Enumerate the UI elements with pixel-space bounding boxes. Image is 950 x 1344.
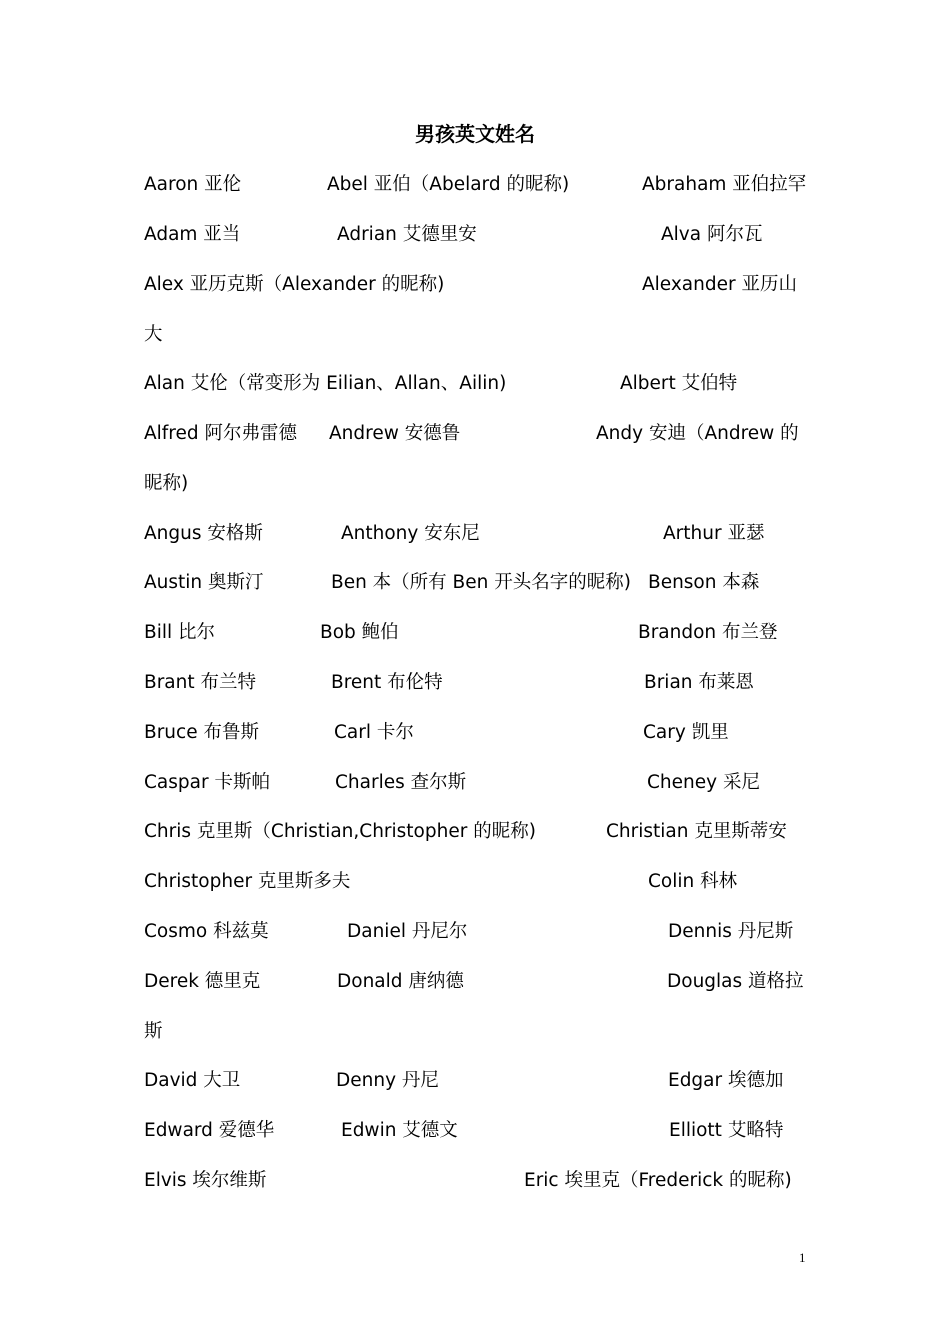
name-entry: Ben 本（所有 Ben 开头名字的昵称) <box>331 572 631 593</box>
name-entry: Christian 克里斯蒂安 <box>606 821 787 842</box>
name-entry: Caspar 卡斯帕 <box>144 772 270 793</box>
name-row <box>0 320 950 350</box>
name-entry: Adam 亚当 <box>144 224 241 245</box>
name-entry: Elvis 埃尔维斯 <box>144 1170 267 1191</box>
name-row <box>0 1066 950 1096</box>
name-entry: Bill 比尔 <box>144 622 215 643</box>
name-entry: Anthony 安东尼 <box>341 523 480 544</box>
name-row <box>0 1166 950 1196</box>
name-entry: 昵称) <box>144 473 189 494</box>
name-row <box>0 867 950 897</box>
name-entry: Christopher 克里斯多夫 <box>144 871 351 892</box>
name-entry: Carl 卡尔 <box>334 722 414 743</box>
name-entry: Austin 奥斯汀 <box>144 572 264 593</box>
name-entry: Chris 克里斯（Christian,Christopher 的昵称) <box>144 821 536 842</box>
name-row <box>0 768 950 798</box>
page-title: 男孩英文姓名 <box>415 122 535 146</box>
name-entry: Alexander 亚历山 <box>642 274 797 295</box>
name-row <box>0 718 950 748</box>
name-entry: Daniel 丹尼尔 <box>347 921 468 942</box>
name-entry: Edwin 艾德文 <box>341 1120 458 1141</box>
name-entry: David 大卫 <box>144 1070 241 1091</box>
name-entry: Charles 查尔斯 <box>335 772 467 793</box>
name-row <box>0 568 950 598</box>
name-entry: Andrew 安德鲁 <box>329 423 461 444</box>
name-row <box>0 170 950 200</box>
name-entry: Alan 艾伦（常变形为 Eilian、Allan、Ailin) <box>144 373 507 394</box>
name-entry: Arthur 亚瑟 <box>663 523 765 544</box>
name-entry: Edgar 埃德加 <box>668 1070 784 1091</box>
name-entry: Abel 亚伯（Abelard 的昵称) <box>327 174 570 195</box>
name-row <box>0 1116 950 1146</box>
name-entry: Bob 鲍伯 <box>320 622 399 643</box>
name-entry: Abraham 亚伯拉罕 <box>642 174 807 195</box>
page-number: 1 <box>799 1250 806 1265</box>
name-entry: 大 <box>144 324 163 345</box>
name-entry: Adrian 艾德里安 <box>337 224 477 245</box>
name-row <box>0 519 950 549</box>
name-row <box>0 917 950 947</box>
name-entry: Benson 本森 <box>648 572 760 593</box>
name-entry: Brandon 布兰登 <box>638 622 778 643</box>
name-row <box>0 967 950 997</box>
name-row <box>0 817 950 847</box>
name-entry: Angus 安格斯 <box>144 523 263 544</box>
name-entry: Brant 布兰特 <box>144 672 256 693</box>
name-entry: Donald 唐纳德 <box>337 971 464 992</box>
name-entry: Cosmo 科兹莫 <box>144 921 269 942</box>
name-row <box>0 369 950 399</box>
name-entry: 斯 <box>144 1021 163 1042</box>
name-row <box>0 668 950 698</box>
name-entry: Douglas 道格拉 <box>667 971 804 992</box>
name-entry: Alfred 阿尔弗雷德 <box>144 423 298 444</box>
name-entry: Edward 爱德华 <box>144 1120 275 1141</box>
name-row <box>0 220 950 250</box>
name-row <box>0 469 950 499</box>
name-entry: Albert 艾伯特 <box>620 373 738 394</box>
name-entry: Cary 凯里 <box>643 722 729 743</box>
name-entry: Denny 丹尼 <box>336 1070 439 1091</box>
name-entry: Andy 安迪（Andrew 的 <box>596 423 799 444</box>
name-entry: Alex 亚历克斯（Alexander 的昵称) <box>144 274 445 295</box>
name-row <box>0 419 950 449</box>
name-entry: Brent 布伦特 <box>331 672 443 693</box>
name-entry: Colin 科林 <box>648 871 738 892</box>
name-entry: Elliott 艾略特 <box>669 1120 784 1141</box>
name-row <box>0 270 950 300</box>
name-entry: Alva 阿尔瓦 <box>661 224 763 245</box>
name-entry: Cheney 采尼 <box>647 772 760 793</box>
name-row <box>0 1017 950 1047</box>
name-entry: Derek 德里克 <box>144 971 261 992</box>
name-entry: Brian 布莱恩 <box>644 672 754 693</box>
name-entry: Dennis 丹尼斯 <box>668 921 794 942</box>
name-entry: Eric 埃里克（Frederick 的昵称) <box>524 1170 792 1191</box>
name-entry: Bruce 布鲁斯 <box>144 722 259 743</box>
name-entry: Aaron 亚伦 <box>144 174 242 195</box>
name-row <box>0 618 950 648</box>
